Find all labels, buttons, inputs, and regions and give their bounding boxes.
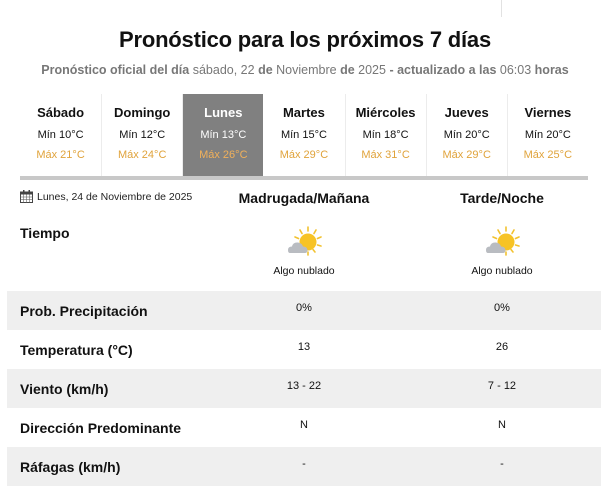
- subtitle-month: Noviembre: [276, 63, 337, 77]
- column-header-evening: Tarde/Noche: [460, 190, 544, 206]
- tab-min-temp: Mín 20°C: [443, 129, 490, 141]
- tab-domingo[interactable]: [101, 94, 182, 176]
- row-value-evening: -: [500, 458, 504, 470]
- weather-evening: [402, 225, 602, 277]
- row-value-evening: 26: [495, 341, 509, 353]
- tab-viernes[interactable]: [507, 94, 588, 176]
- tab-sabado[interactable]: [20, 94, 101, 176]
- tab-max-temp: Máx 29°C: [442, 149, 491, 161]
- tab-martes[interactable]: [263, 94, 344, 176]
- row-label: Temperatura (°C): [20, 342, 133, 358]
- row-label-tiempo: Tiempo: [20, 225, 70, 241]
- subtitle-prefix: Pronóstico oficial del día: [41, 63, 190, 77]
- tab-min-temp: Mín 15°C: [280, 129, 327, 141]
- column-header-morning: Madrugada/Mañana: [238, 190, 370, 206]
- row-value-morning: 13 - 22: [286, 380, 322, 392]
- selected-date: [20, 190, 192, 203]
- row-value-morning: 13: [297, 341, 311, 353]
- subtitle-updated: - actualizado a las: [389, 63, 497, 77]
- subtitle-year: 2025: [358, 63, 386, 77]
- forecast-table: [7, 291, 601, 486]
- tab-day-label: Lunes: [204, 105, 243, 120]
- tab-day-label: Jueves: [444, 105, 489, 120]
- subtitle-de: de: [258, 63, 273, 77]
- tab-day-label: Miércoles: [355, 105, 416, 120]
- tab-miercoles[interactable]: [345, 94, 426, 176]
- row-label: Prob. Precipitación: [20, 303, 148, 319]
- tab-day-label: Domingo: [114, 105, 171, 120]
- tab-min-temp: Mín 20°C: [524, 129, 571, 141]
- subtitle-de: de: [340, 63, 355, 77]
- tab-max-temp: Máx 25°C: [523, 149, 573, 161]
- tab-day-label: Viernes: [524, 105, 572, 120]
- tabs-underline: [20, 176, 588, 180]
- tab-max-temp: Máx 26°C: [199, 149, 248, 161]
- subtitle-time: 06:03: [499, 63, 532, 77]
- row-label: Dirección Predominante: [20, 420, 182, 436]
- tab-min-temp: Mín 12°C: [119, 129, 166, 141]
- tab-max-temp: Máx 29°C: [279, 149, 329, 161]
- top-divider: [501, 0, 502, 17]
- row-value-evening: 7 - 12: [487, 380, 517, 392]
- calendar-icon: [20, 190, 33, 203]
- tab-min-temp: Mín 10°C: [37, 129, 84, 141]
- table-row-wind: [7, 369, 601, 408]
- tab-jueves[interactable]: [426, 94, 507, 176]
- weather-morning: [204, 225, 404, 277]
- forecast-subtitle: [0, 63, 610, 77]
- tab-min-temp: Mín 18°C: [362, 129, 409, 141]
- tab-day-label: Sábado: [37, 105, 85, 120]
- partly-cloudy-icon: [284, 225, 324, 261]
- tab-max-temp: Máx 24°C: [117, 149, 167, 161]
- table-row-precipitation: [7, 291, 601, 330]
- tab-lunes[interactable]: [182, 94, 263, 176]
- page-title: Pronóstico para los próximos 7 días: [119, 27, 491, 52]
- weather-desc: Algo nublado: [273, 265, 335, 277]
- tab-day-label: Martes: [282, 105, 325, 120]
- tab-max-temp: Máx 31°C: [361, 149, 410, 161]
- subtitle-suffix: horas: [534, 63, 569, 77]
- tab-max-temp: Máx 21°C: [36, 149, 85, 161]
- table-row-gusts: [7, 447, 601, 486]
- row-value-evening: N: [498, 419, 506, 431]
- row-value-morning: 0%: [296, 302, 312, 314]
- day-tabs: [20, 94, 588, 176]
- row-label: Viento (km/h): [20, 381, 109, 397]
- row-value-morning: -: [302, 458, 306, 470]
- table-row-temperature: [7, 330, 601, 369]
- selected-date-text: Lunes, 24 de Noviembre de 2025: [37, 190, 193, 203]
- subtitle-date: sábado, 22: [192, 63, 255, 77]
- table-row-direction: [7, 408, 601, 447]
- weather-desc: Algo nublado: [471, 265, 533, 277]
- row-value-morning: N: [300, 419, 308, 431]
- partly-cloudy-icon: [482, 225, 522, 261]
- row-label: Ráfagas (km/h): [20, 459, 121, 475]
- row-value-evening: 0%: [494, 302, 510, 314]
- tab-min-temp: Mín 13°C: [200, 129, 247, 141]
